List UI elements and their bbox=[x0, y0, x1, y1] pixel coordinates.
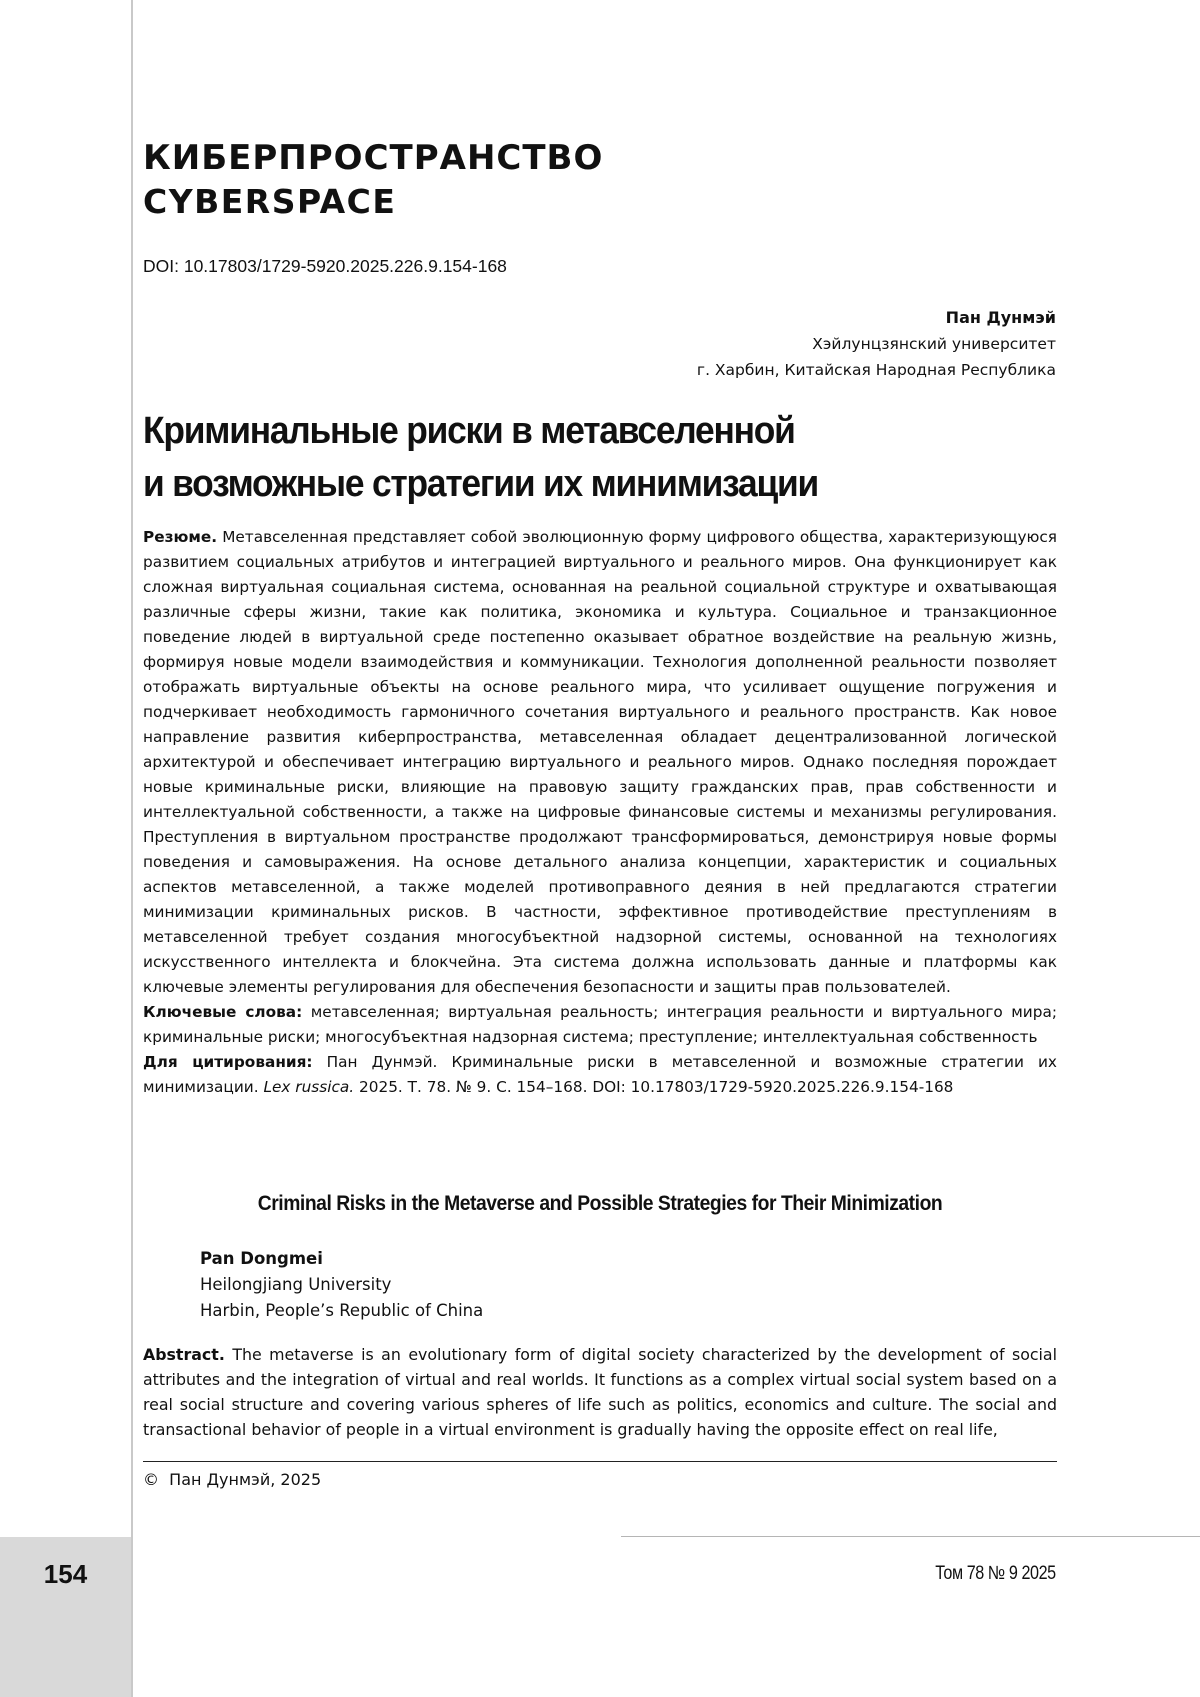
footnote-divider bbox=[143, 1461, 1057, 1462]
author-name-en: Pan Dongmei bbox=[200, 1249, 323, 1268]
citation-label-ru: Для цитирования: bbox=[143, 1053, 313, 1071]
keywords-text-ru: метавселенная; виртуальная реальность; интеграция реальности и виртуального мира; криминальные риски; многосубъектная надзорная система; преступление; интеллектуальная собственность bbox=[143, 1003, 1057, 1046]
article-title-ru-line2: и возможные стратегии их минимизации bbox=[143, 463, 819, 505]
section-title-ru: КИБЕРПРОСТРАНСТВО bbox=[143, 138, 604, 178]
abstract-block-ru bbox=[143, 525, 1057, 1100]
page-number: 154 bbox=[43, 1559, 88, 1589]
author-location-ru: г. Харбин, Китайская Народная Республика bbox=[696, 361, 1056, 379]
author-name-ru: Пан Дунмэй bbox=[945, 308, 1056, 327]
author-affiliation-ru: Хэйлунцзянский университет bbox=[812, 335, 1056, 353]
article-title-en: Criminal Risks in the Metaverse and Possible Strategies for Their Minimization bbox=[257, 1192, 943, 1215]
citation-journal: Lex russica. bbox=[263, 1078, 355, 1096]
abstract-label-en: Abstract. bbox=[143, 1345, 225, 1364]
author-block-ru bbox=[697, 305, 1056, 383]
footer-divider bbox=[621, 1536, 1200, 1537]
keywords-label-ru: Ключевые слова: bbox=[143, 1003, 303, 1021]
abstract-text-en: The metaverse is an evolutionary form of digital society characterized by the development of social attributes and the integration of virtual and real worlds. It functions as a complex virtual social system based on a real social structure and covering various spheres of life such as politics, economics and culture. The social and transactional behavior of people in a virtual environment is gradually having the opposite effect on real life, bbox=[143, 1345, 1058, 1439]
citation-ru bbox=[143, 1050, 1057, 1100]
abstract-ru bbox=[143, 525, 1057, 1000]
abstract-en bbox=[143, 1342, 1057, 1442]
author-block-en bbox=[200, 1246, 483, 1324]
abstract-text-ru: Метавселенная представляет собой эволюционную форму цифрового общества, характеризующуюся развитием социальных атрибутов и интеграцией виртуального и реального миров. Она функционирует как сложная виртуальная социальная система, основанная на реальной социальной структуре и охватывающая различные сферы жизни, такие как политика, экономика и культура. Социальное и транзакционное поведение людей в виртуальной среде постепенно оказывает обратное воздействие на реальную жизнь, формируя новые модели взаимодействия и коммуникации. Технология дополненной реальности позволяет отображать виртуальные объекты на основе реального мира, что усиливает ощущение погружения и подчеркивает необходимость гармоничного сочетания виртуального и реального пространств. Как новое направление развития киберпространства, метавселенная обладает децентрализованной логической архитектурой и обеспечивает интеграцию виртуального и реального миров. Однако последняя порождает новые криминальные риски, влияющие на правовую защиту гражданских прав, прав собственности и интеллектуальной собственности, а также на цифровые финансовые системы и механизмы регулирования. Преступления в виртуальном пространстве продолжают трансформироваться, демонстрируя новые формы поведения и самовыражения. На основе детального анализа концепции, характеристик и социальных аспектов метавселенной, а также моделей противоправного деяния в ней предлагаются стратегии минимизации криминальных рисков. В частности, эффективное противодействие преступлениям в метавселенной требует создания многосубъектной надзорной системы, основанной на технологиях искусственного интеллекта и блокчейна. Эта система должна использовать данные и платформы как ключевые элементы регулирования для обеспечения безопасности и защиты прав пользователей. bbox=[143, 528, 1057, 996]
keywords-ru bbox=[143, 1000, 1057, 1050]
copyright-icon: © bbox=[143, 1470, 159, 1489]
author-affiliation-en: Heilongjiang University bbox=[200, 1275, 392, 1294]
citation-text-before: Пан Дунмэй. Криминальные риски в метавселенной и возможные стратегии их минимизации. bbox=[143, 1053, 1057, 1096]
article-title-ru bbox=[143, 405, 980, 511]
article-title-ru-line1: Криминальные риски в метавселенной bbox=[143, 410, 795, 452]
left-margin-rule bbox=[131, 0, 133, 1697]
abstract-block-en bbox=[143, 1342, 1057, 1442]
author-location-en: Harbin, People’s Republic of China bbox=[200, 1301, 484, 1320]
copyright-text: Пан Дунмэй, 2025 bbox=[169, 1470, 322, 1489]
journal-volume: Том 78 № 9 2025 bbox=[935, 1563, 1056, 1584]
doi: DOI: 10.17803/1729-5920.2025.226.9.154-168 bbox=[143, 256, 507, 276]
citation-text-after: 2025. Т. 78. № 9. С. 154–168. DOI: 10.17803/1729-5920.2025.226.9.154-168 bbox=[359, 1078, 954, 1096]
section-title-en: CYBERSPACE bbox=[143, 182, 397, 221]
abstract-label-ru: Резюме. bbox=[143, 528, 218, 546]
copyright-footnote bbox=[143, 1470, 321, 1489]
